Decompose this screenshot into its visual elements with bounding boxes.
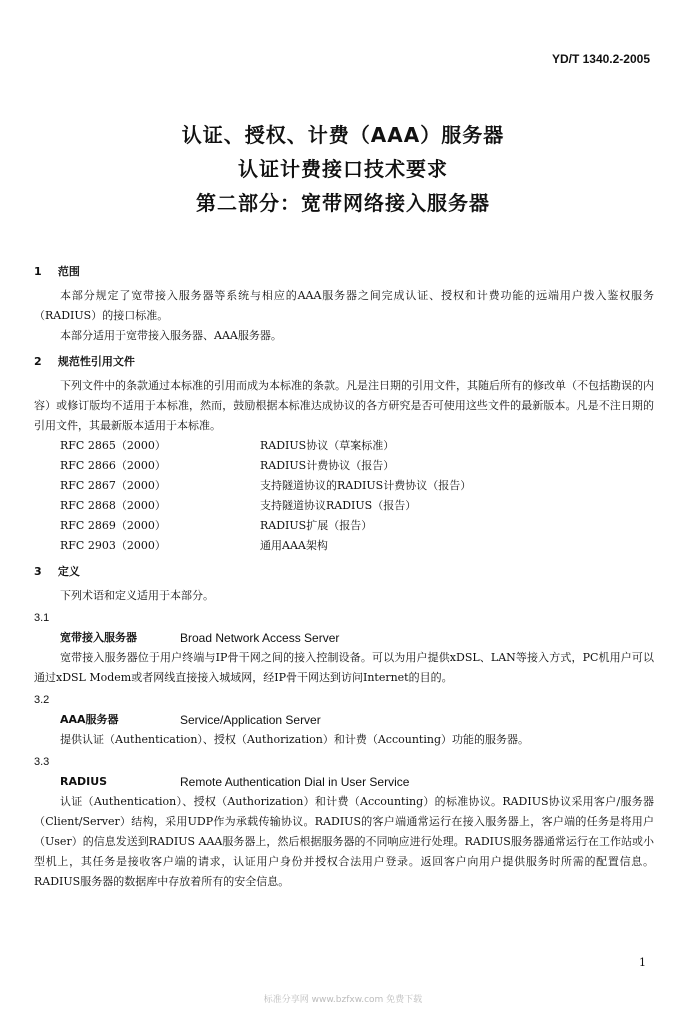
term-zh: 宽带接入服务器 — [60, 631, 137, 644]
term-definition: 宽带接入服务器位于用户终端与IP骨干网之间的接入控制设备。可以为用户提供xDSL、LAN等接入方式，PC机用户可以通过xDSL Modem或者网线直接接入城域网，经IP骨干网达到访问Internet的目的。 — [34, 651, 654, 684]
reference-list — [34, 436, 654, 556]
title-line-3: 第二部分：宽带网络接入服务器 — [196, 191, 490, 215]
ref-id: RFC 2868（2000） — [60, 499, 166, 512]
term-en: Broad Network Access Server — [180, 631, 340, 645]
ref-id: RFC 2867（2000） — [60, 479, 166, 492]
term-en: Remote Authentication Dial in User Service — [180, 775, 410, 789]
term-heading — [34, 710, 654, 730]
ref-id: RFC 2866（2000） — [60, 459, 166, 472]
list-item — [60, 496, 654, 516]
ref-id: RFC 2869（2000） — [60, 519, 166, 532]
list-item — [60, 456, 654, 476]
ref-name: 支持隧道协议的RADIUS计费协议（报告） — [260, 479, 472, 492]
ref-id: RFC 2903（2000） — [60, 539, 166, 552]
standard-number: YD/T 1340.2-2005 — [551, 52, 650, 66]
term-heading — [34, 772, 654, 792]
paragraph: 本部分适用于宽带接入服务器、AAA服务器。 — [60, 329, 282, 342]
ref-name: 支持隧道协议RADIUS（报告） — [260, 499, 417, 512]
title-line-2: 认证计费接口技术要求 — [238, 157, 448, 181]
term-zh: RADIUS — [60, 775, 108, 788]
term-definition: 认证（Authentication）、授权（Authorization）和计费（Accounting）的标准协议。RADIUS协议采用客户/服务器（Client/Server）结构，采用UDP作为承载传输协议。RADIUS的客户端通常运行在接入服务器上，客户端的任务是将用户（User）的信息发送到RADIUS AAA服务器上，然后根据服务器的不同响应进行处理。RADIUS服务器通常运行在工作站或小型机上，其任务是接收客户端的请求，认证用户身份并授权合法用户登录。返回客户向用户提供服务时所需的配置信息。RADIUS服务器的数据库中存放着所有的安全信息。 — [34, 795, 654, 888]
list-item — [60, 536, 654, 556]
footer-watermark: 标准分享网 www.bzfxw.com 免费下载 — [263, 995, 423, 1005]
page-number: 1 — [639, 956, 646, 969]
list-item — [60, 436, 654, 456]
term-number: 3.2 — [34, 694, 50, 706]
term-zh: AAA服务器 — [60, 713, 119, 726]
section-title: 范围 — [57, 265, 80, 278]
section-2-heading — [34, 352, 654, 372]
term-heading — [34, 628, 654, 648]
ref-name: 通用AAA架构 — [260, 539, 328, 552]
section-title: 规范性引用文件 — [57, 355, 135, 368]
ref-name: RADIUS计费协议（报告） — [260, 459, 395, 472]
paragraph: 下列文件中的条款通过本标准的引用而成为本标准的条款。凡是注日期的引用文件，其随后所有的修改单（不包括勘误的内容）或修订版均不适用于本标准，然而，鼓励根据本标准达成协议的各方研究是否可使用这些文件的最新版本。凡是不注日期的引用文件，其最新版本适用于本标准。 — [34, 379, 654, 432]
document-title — [0, 118, 686, 220]
term-number: 3.1 — [34, 612, 50, 624]
term-en: Service/Application Server — [180, 713, 321, 727]
document-body — [34, 258, 654, 892]
term-number: 3.3 — [34, 756, 50, 768]
list-item — [60, 476, 654, 496]
paragraph: 下列术语和定义适用于本部分。 — [60, 589, 214, 602]
title-line-1: 认证、授权、计费（AAA）服务器 — [181, 123, 505, 147]
term-definition: 提供认证（Authentication）、授权（Authorization）和计费（Accounting）功能的服务器。 — [60, 733, 529, 746]
ref-id: RFC 2865（2000） — [60, 439, 166, 452]
section-1-heading — [34, 262, 654, 282]
section-number: 3 — [34, 565, 42, 578]
section-title: 定义 — [57, 565, 80, 578]
section-number: 2 — [34, 355, 42, 368]
section-3-heading — [34, 562, 654, 582]
ref-name: RADIUS协议（草案标准） — [260, 439, 395, 452]
section-number: 1 — [34, 265, 42, 278]
ref-name: RADIUS扩展（报告） — [260, 519, 373, 532]
list-item — [60, 516, 654, 536]
paragraph: 本部分规定了宽带接入服务器等系统与相应的AAA服务器之间完成认证、授权和计费功能的远端用户拨入鉴权服务（RADIUS）的接口标准。 — [34, 289, 654, 322]
